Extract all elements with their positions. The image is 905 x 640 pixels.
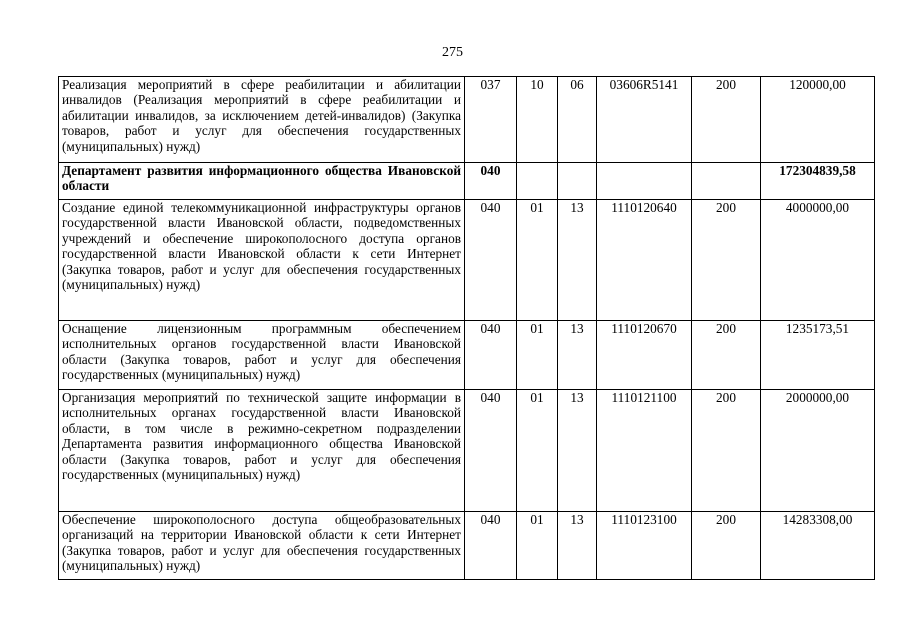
page-number: 275 [442, 45, 463, 60]
expense-type-code: 200 [692, 390, 761, 512]
ministry-code: 040 [465, 390, 517, 512]
subsection-code: 13 [558, 200, 597, 321]
section-code: 10 [517, 77, 558, 163]
table-row [59, 512, 875, 580]
row-description: Обеспечение широкополосного доступа общеобразовательных организаций на территории Ивановской области к сети Интернет (Закупка товаров, работ и услуг для обеспечения государственных (муниципальных) нужд) [59, 512, 465, 580]
subsection-code: 06 [558, 77, 597, 163]
row-description: Реализация мероприятий в сфере реабилитации и абилитации инвалидов (Реализация мероприятий в сфере реабилитации и абилитации инвалидов, за исключением детей-инвалидов) (Закупка товаров, работ и услуг для обеспечения государственных (муниципальных) нужд) [59, 77, 465, 163]
ministry-code: 037 [465, 77, 517, 163]
amount: 14283308,00 [761, 512, 875, 580]
target-code: 1110123100 [597, 512, 692, 580]
subsection-code: 13 [558, 390, 597, 512]
expense-type-code: 200 [692, 321, 761, 390]
row-description: Создание единой телекоммуникационной инфраструктуры органов государственной власти Ивановской области, подведомственных учреждений и обеспечение широкополосного доступа органов государственной власти Ивановской области к сети Интернет (Закупка товаров, работ и услуг для обеспечения государственных (муниципальных) нужд) [59, 200, 465, 321]
amount: 4000000,00 [761, 200, 875, 321]
amount: 172304839,58 [761, 163, 875, 200]
ministry-code: 040 [465, 200, 517, 321]
expense-type-code: 200 [692, 512, 761, 580]
target-code: 03606R5141 [597, 77, 692, 163]
expense-type-code: 200 [692, 200, 761, 321]
row-description: Оснащение лицензионным программным обеспечением исполнительных органов государственной власти Ивановской области (Закупка товаров, работ и услуг для обеспечения государственных (муниципальных) нужд) [59, 321, 465, 390]
ministry-code: 040 [465, 321, 517, 390]
section-code: 01 [517, 390, 558, 512]
target-code [597, 163, 692, 200]
target-code: 1110120640 [597, 200, 692, 321]
section-code: 01 [517, 200, 558, 321]
target-code: 1110121100 [597, 390, 692, 512]
table-row [59, 321, 875, 390]
ministry-code: 040 [465, 512, 517, 580]
ministry-code: 040 [465, 163, 517, 200]
amount: 2000000,00 [761, 390, 875, 512]
budget-table [58, 76, 875, 580]
table-row [59, 163, 875, 200]
expense-type-code: 200 [692, 77, 761, 163]
section-code [517, 163, 558, 200]
table-row [59, 200, 875, 321]
amount: 1235173,51 [761, 321, 875, 390]
subsection-code: 13 [558, 321, 597, 390]
amount: 120000,00 [761, 77, 875, 163]
row-description: Организация мероприятий по технической защите информации в исполнительных органах государственной власти Ивановской области, в том числе в режимно-секретном подразделении Департамента развития информационного общества Ивановской области (Закупка товаров, работ и услуг для обеспечения государственных (муниципальных) нужд) [59, 390, 465, 512]
subsection-code: 13 [558, 512, 597, 580]
section-code: 01 [517, 512, 558, 580]
target-code: 1110120670 [597, 321, 692, 390]
subsection-code [558, 163, 597, 200]
expense-type-code [692, 163, 761, 200]
row-description: Департамент развития информационного общества Ивановской области [59, 163, 465, 200]
section-code: 01 [517, 321, 558, 390]
table-row [59, 390, 875, 512]
table-row [59, 77, 875, 163]
